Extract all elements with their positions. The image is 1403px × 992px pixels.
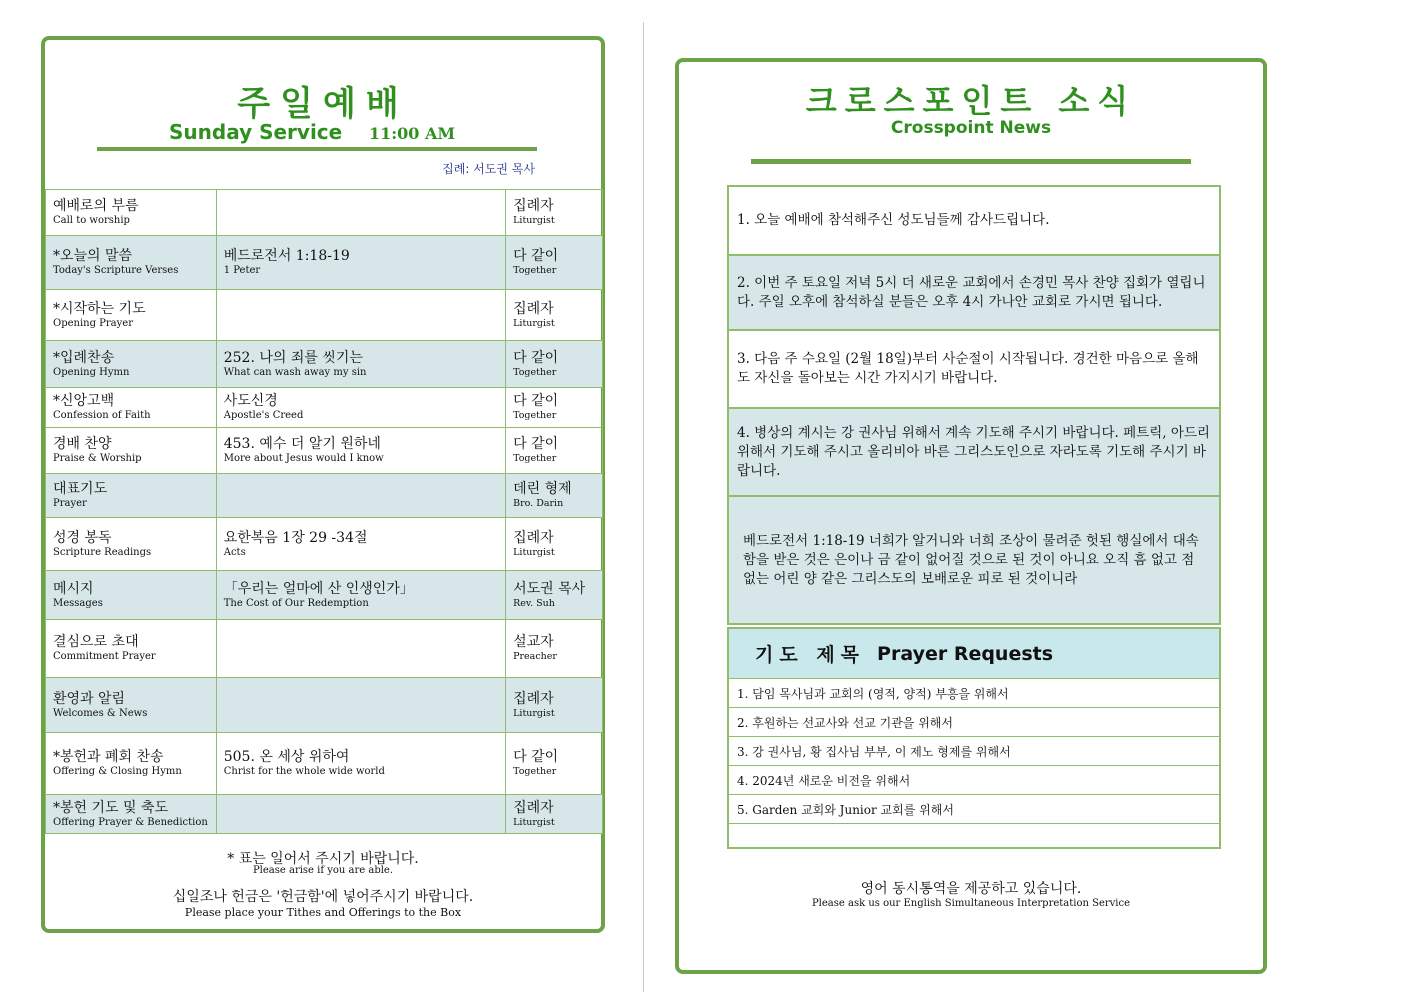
order-content-cell [216, 190, 505, 236]
order-content-cell [216, 620, 505, 678]
order-item-cell [46, 474, 217, 518]
news-item: 2. 이번 주 토요일 저녁 5시 더 새로운 교회에서 손경민 목사 찬양 집회가 열립니다. 주일 오후에 참석하실 분들은 오후 4시 가나안 교회로 가시면 됩니다. [727, 254, 1221, 329]
order-item-ko: 대표기도 [53, 481, 108, 497]
order-row [46, 388, 603, 428]
prayer-item: 4. 2024년 새로운 비전을 위해서 [729, 766, 1219, 795]
order-item-cell [46, 428, 217, 474]
order-row [46, 341, 603, 388]
order-row [46, 474, 603, 518]
news-rule [751, 159, 1191, 164]
order-table [45, 189, 603, 834]
order-leader-cell [506, 678, 603, 733]
order-item-cell [46, 341, 217, 388]
page-divider [643, 22, 644, 992]
order-item-ko: 환영과 알림 [53, 690, 126, 707]
prayer-header [729, 629, 1219, 679]
order-item-en: Welcomes & News [53, 707, 148, 719]
order-item-ko: *신앙고백 [53, 393, 115, 409]
order-content-cell [216, 236, 505, 290]
order-item-en: Confession of Faith [53, 410, 151, 421]
order-content-cell [216, 678, 505, 733]
order-content-en: What can wash away my sin [223, 366, 367, 378]
order-content-cell [216, 388, 505, 428]
order-content-cell [216, 571, 505, 620]
order-item-cell [46, 290, 217, 341]
news-panel [675, 58, 1267, 974]
order-leader-en: Liturgist [513, 707, 555, 719]
order-leader-en: Together [513, 366, 557, 378]
order-item-ko: 경배 찬양 [53, 436, 112, 452]
order-item-ko: 예배로의 부름 [53, 198, 139, 214]
order-leader-ko: 집례자 [513, 198, 554, 214]
order-item-cell [46, 190, 217, 236]
order-leader-ko: 집례자 [513, 300, 554, 317]
order-item-cell [46, 518, 217, 571]
order-item-en: Messages [53, 597, 103, 609]
order-content-cell [216, 428, 505, 474]
liturgist-label: 집례: 서도권 목사 [442, 162, 535, 176]
order-content-cell [216, 795, 505, 834]
prayer-item-empty [729, 824, 1219, 848]
prayer-item: 1. 담임 목사님과 교회의 (영적, 양적) 부흥을 위해서 [729, 679, 1219, 708]
service-title-ko: 주일예배 [237, 84, 409, 124]
order-content-ko: 사도신경 [223, 393, 278, 409]
order-row [46, 571, 603, 620]
order-content-en: Christ for the whole wide world [223, 766, 385, 777]
order-leader-ko: 다 같이 [513, 749, 559, 765]
news-title-ko: 크로스포인트 소식 [805, 82, 1137, 120]
interpretation-note: 영어 동시통역을 제공하고 있습니다. [860, 881, 1082, 897]
order-leader-cell [506, 571, 603, 620]
offering-note: 십일조나 헌금은 '헌금함'에 넣어주시기 바랍니다. [172, 889, 474, 905]
order-leader-ko: 집례자 [513, 799, 554, 816]
order-leader-en: Preacher [513, 651, 557, 662]
order-content-en: Apostle's Creed [223, 410, 304, 421]
order-item-en: Offering & Closing Hymn [53, 766, 182, 777]
order-content-cell [216, 733, 505, 795]
order-row [46, 518, 603, 571]
title-rule [97, 147, 537, 151]
order-content-en: Acts [223, 546, 246, 558]
order-item-cell [46, 733, 217, 795]
order-item-ko: *봉헌과 폐회 찬송 [53, 749, 164, 765]
news-item: 3. 다음 주 수요일 (2월 18일)부터 사순절이 시작됩니다. 경건한 마음으로 올해도 자신을 돌아보는 시간 가지시기 바랍니다. [727, 329, 1221, 407]
order-item-ko: *시작하는 기도 [53, 300, 146, 317]
order-content-ko: 252. 나의 죄를 씻기는 [223, 349, 363, 366]
order-item-ko: *오늘의 말씀 [53, 248, 133, 264]
order-leader-en: Together [513, 265, 557, 276]
order-content-ko: 505. 온 세상 위하여 [223, 749, 350, 765]
order-leader-en: Rev. Suh [513, 597, 555, 609]
news-item: 1. 오늘 예배에 참석해주신 성도님들께 감사드립니다. [727, 185, 1221, 254]
order-content-en: 1 Peter [223, 265, 261, 276]
order-row [46, 620, 603, 678]
order-item-cell [46, 795, 217, 834]
service-title-en: Sunday Service [169, 120, 343, 144]
order-leader-cell [506, 190, 603, 236]
order-row [46, 190, 603, 236]
order-leader-ko: 집례자 [513, 690, 554, 707]
order-item-ko: 성경 봉독 [53, 529, 112, 546]
order-item-en: Call to worship [53, 215, 130, 226]
service-time: 11:00 AM [369, 124, 456, 143]
order-leader-en: Together [513, 766, 557, 777]
order-item-ko: *입례찬송 [53, 349, 115, 366]
order-item-cell [46, 620, 217, 678]
order-item-en: Opening Prayer [53, 317, 133, 329]
prayer-requests [727, 627, 1221, 849]
order-item-en: Commitment Prayer [53, 651, 156, 662]
prayer-item: 3. 강 권사님, 황 집사님 부부, 이 제노 형제를 위해서 [729, 737, 1219, 766]
order-item-cell [46, 678, 217, 733]
order-leader-cell [506, 388, 603, 428]
order-row [46, 290, 603, 341]
order-leader-en: Liturgist [513, 317, 555, 329]
order-item-ko: 메시지 [53, 580, 94, 597]
order-leader-cell [506, 474, 603, 518]
stand-note-en: Please arise if you are able. [252, 865, 394, 876]
order-item-en: Opening Hymn [53, 366, 130, 378]
order-item-en: Scripture Readings [53, 546, 152, 558]
order-leader-ko: 다 같이 [513, 248, 559, 264]
order-content-cell [216, 341, 505, 388]
order-leader-ko: 설교자 [513, 634, 554, 650]
order-leader-cell [506, 290, 603, 341]
prayer-item: 2. 후원하는 선교사와 선교 기관을 위해서 [729, 708, 1219, 737]
order-leader-en: Liturgist [513, 816, 555, 828]
order-item-en: Offering Prayer & Benediction [53, 816, 208, 828]
order-row [46, 733, 603, 795]
news-title-en: Crosspoint News [890, 118, 1052, 138]
offering-note-en: Please place your Tithes and Offerings to the Box [184, 906, 462, 919]
order-item-cell [46, 236, 217, 290]
order-row [46, 678, 603, 733]
order-leader-en: Together [513, 453, 557, 464]
order-leader-ko: 다 같이 [513, 393, 559, 409]
order-leader-ko: 서도권 목사 [513, 580, 586, 597]
order-item-cell [46, 388, 217, 428]
order-leader-en: Bro. Darin [513, 498, 564, 509]
prayer-title-en: Prayer Requests [877, 642, 1054, 665]
order-leader-cell [506, 341, 603, 388]
order-content-cell [216, 290, 505, 341]
order-leader-en: Liturgist [513, 215, 555, 226]
order-item-cell [46, 571, 217, 620]
order-item-en: Prayer [53, 498, 87, 509]
order-leader-ko: 데린 형제 [513, 481, 572, 497]
stand-note: * 표는 일어서 주시기 바랍니다. [227, 851, 419, 867]
order-leader-cell [506, 733, 603, 795]
order-item-en: Today's Scripture Verses [53, 265, 179, 276]
order-leader-cell [506, 620, 603, 678]
order-leader-cell [506, 795, 603, 834]
order-item-ko: *봉헌 기도 및 축도 [53, 799, 169, 816]
order-content-ko: 453. 예수 더 알기 원하네 [223, 436, 381, 452]
prayer-title-ko: 기도 제목 [755, 644, 866, 666]
news-item: 4. 병상의 계시는 강 권사님 위해서 계속 기도해 주시기 바랍니다. 페트릭, 아드리 위해서 기도해 주시고 올리비아 바른 그리스도인으로 자라도록 기도해 주시기 바랍니다. [727, 407, 1221, 495]
order-item-en: Praise & Worship [53, 453, 142, 464]
prayer-item: 5. Garden 교회와 Junior 교회를 위해서 [729, 795, 1219, 824]
order-of-worship-panel [41, 36, 605, 933]
order-leader-cell [506, 428, 603, 474]
order-row [46, 795, 603, 834]
order-row [46, 236, 603, 290]
order-content-ko: 요한복음 1장 29 -34절 [223, 529, 368, 546]
order-content-cell [216, 474, 505, 518]
interpretation-note-en: Please ask us our English Simultaneous Interpretation Service [811, 898, 1131, 909]
order-content-en: The Cost of Our Redemption [223, 597, 369, 609]
order-content-ko: 베드로전서 1:18-19 [223, 248, 350, 264]
order-item-ko: 결심으로 초대 [53, 634, 139, 650]
order-leader-en: Together [513, 410, 557, 421]
scripture-box: 베드로전서 1:18-19 너희가 알거니와 너희 조상이 물려준 헛된 행실에서 대속함을 받은 것은 은이나 금 같이 없어질 것으로 된 것이 아니요 오직 흠 없고 점 없는 어린 양 같은 그리스도의 보배로운 피로 된 것이니라 [727, 495, 1221, 625]
order-leader-ko: 다 같이 [513, 349, 559, 366]
order-leader-ko: 집례자 [513, 529, 554, 546]
order-content-cell [216, 518, 505, 571]
order-row [46, 428, 603, 474]
order-leader-en: Liturgist [513, 546, 555, 558]
order-content-ko: 「우리는 얼마에 산 인생인가」 [223, 580, 414, 597]
order-content-en: More about Jesus would I know [223, 453, 384, 464]
order-leader-ko: 다 같이 [513, 436, 559, 452]
order-leader-cell [506, 236, 603, 290]
order-leader-cell [506, 518, 603, 571]
